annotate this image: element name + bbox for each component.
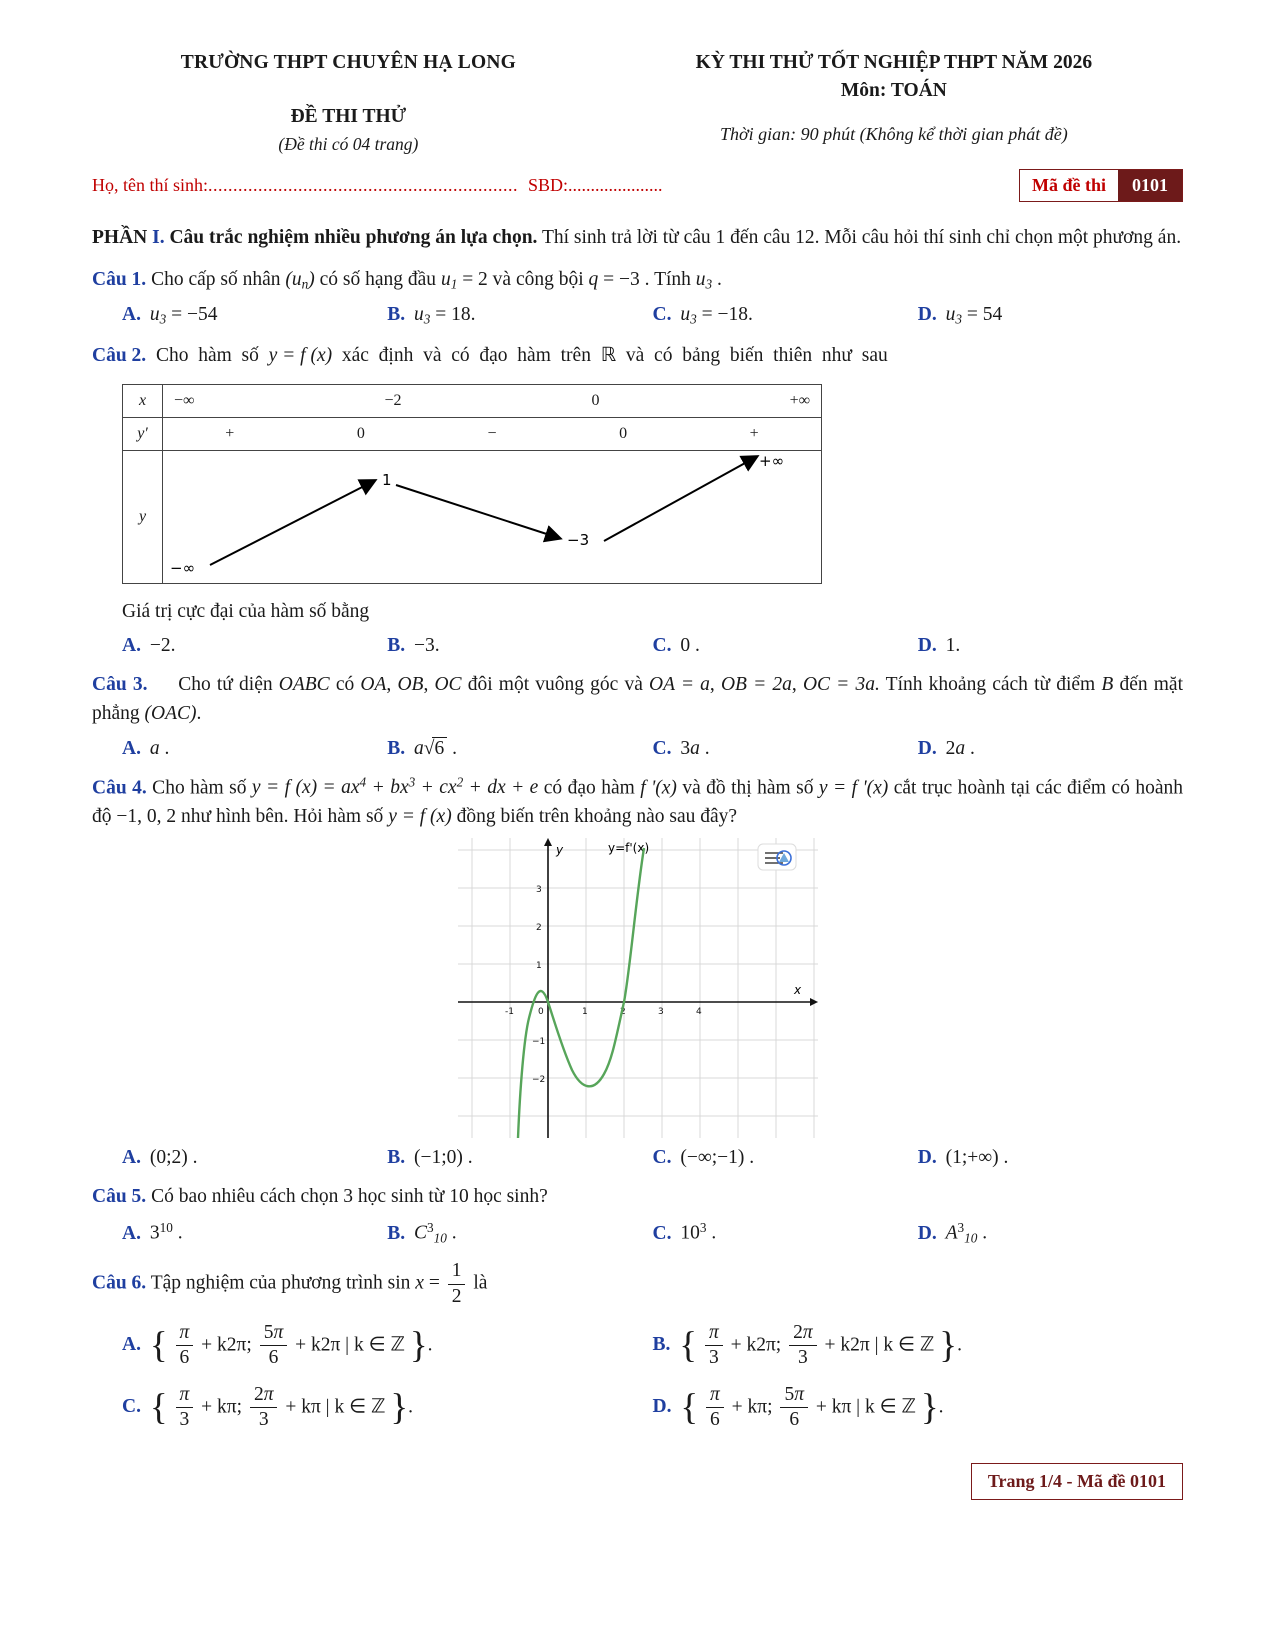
page-footer [92, 1463, 1183, 1500]
option-4-A[interactable]: A. (0;2) . [122, 1146, 198, 1168]
option-5-D[interactable]: D. $A^3_{10}$ . [917, 1219, 988, 1246]
question-5-options [92, 1220, 1183, 1246]
sbd-label[interactable]: SBD:..................... [528, 175, 663, 195]
option-2-C[interactable]: C. 0 . [652, 635, 700, 657]
exam-code-box [1019, 169, 1183, 202]
graph-tool-icon [758, 844, 796, 870]
svg-text:−1: −1 [531, 1036, 545, 1047]
option-5-C[interactable]: C. $10^3$ . [652, 1219, 717, 1244]
part1-title: Câu trắc nghiệm nhiều phương án lựa chọn. [169, 227, 538, 248]
question-4: Câu 4. Cho hàm số y = f $(x) = ax^4 + bx^3 + cx^2$ + dx + e có đạo hàm f '(x) và đồ thị hàm số y = f '(x) cắt trục hoành tại các điểm có hoành độ −1, 0, 2 như hình bên. Hỏi hàm số y = f (x) đồng biến trên khoảng nào sau đây? [92, 774, 1183, 828]
part1-heading [92, 224, 1183, 252]
variation-sign-values: + 0 − 0 + [163, 417, 822, 450]
question-6-options-row1 [92, 1321, 1183, 1371]
option-1-A[interactable]: A. $u_3 = -54$ [122, 303, 218, 327]
svg-text:0: 0 [537, 1006, 544, 1017]
option-3-B[interactable]: B. a√6 . [387, 737, 457, 759]
option-6-A[interactable]: A. { $\frac{\pi}{6}$ + k2π; $\frac{5\pi}{6}$ + k2π | k ∈ ℤ }. [122, 1322, 433, 1369]
question-3-number: Câu 3. [92, 674, 148, 696]
option-6-D[interactable]: D. { $\frac{\pi}{6}$ + kπ; $\frac{5\pi}{6}$ + kπ | k ∈ ℤ }. [652, 1383, 944, 1431]
svg-text:1: 1 [581, 1006, 588, 1017]
exam-code-value: 0101 [1118, 170, 1182, 201]
question-6-number: Câu 6. [92, 1272, 147, 1294]
svg-text:y: y [555, 842, 563, 857]
variation-label-yprime: y′ [123, 417, 163, 450]
option-4-C[interactable]: C. (−∞;−1) . [652, 1146, 755, 1168]
option-1-B[interactable]: B. $u_3 = 18$. [387, 303, 476, 327]
option-1-D[interactable]: D. $u_3 = 54$ [917, 303, 1003, 327]
question-1: Câu 1. Cho cấp số nhân $(u_n)$ có số hạng đầu $u_1 = 2$ và công bội q = −3 . Tính $u_3$ . [92, 269, 722, 292]
exam-code-label: Mã đề thi [1032, 175, 1106, 195]
question-5-number: Câu 5. [92, 1185, 147, 1207]
part1-desc: Thí sinh trả lời từ câu 1 đến câu 12. Mỗi câu hỏi thí sinh chỉ chọn một phương án. [541, 227, 1182, 248]
svg-text:−3: −3 [567, 530, 590, 549]
svg-text:2: 2 [535, 922, 542, 933]
option-5-A[interactable]: A. $3^{10}$ . [122, 1219, 183, 1244]
question-3: Câu 3. Cho tứ diện OABC có OA, OB, OC đôi một vuông góc và OA = a, OB = 2a, OC = 3a. Tính khoảng cách từ điểm B đến mặt phẳng (OAC). [92, 674, 1183, 725]
option-4-B[interactable]: B. (−1;0) . [387, 1146, 473, 1168]
svg-text:-1: -1 [504, 1006, 514, 1017]
graph-figure [92, 838, 1183, 1138]
question-2: Câu 2. Cho hàm số y = f (x) xác định và có đạo hàm trên ℝ và có bảng biến thiên như sau [92, 344, 888, 366]
header-right [605, 52, 1183, 145]
document-header [92, 52, 1183, 155]
variation-row-yprime [123, 417, 822, 450]
question-4-options [92, 1147, 1183, 1169]
pages-note: (Đề thi có 04 trang) [278, 134, 419, 154]
question-2-subtext: Giá trị cực đại của hàm số bằng [122, 600, 370, 622]
question-3-options [92, 738, 1183, 760]
part1-prefix: PHẦN I. [92, 227, 165, 248]
student-id-line [92, 169, 1183, 202]
subject-name: Môn: TOÁN [840, 80, 947, 101]
student-name-dots[interactable]: .............................................................. [208, 175, 518, 195]
question-5-text: Có bao nhiêu cách chọn 3 học sinh từ 10 học sinh? [151, 1185, 548, 1207]
option-3-A[interactable]: A. a . [122, 737, 170, 759]
option-2-B[interactable]: B. −3. [387, 635, 440, 657]
option-2-A[interactable]: A. −2. [122, 635, 176, 657]
svg-text:−∞: −∞ [170, 558, 196, 577]
variation-arrows [164, 453, 820, 581]
variation-arrows-cell [163, 450, 822, 583]
time-note: Thời gian: 90 phút (Không kể thời gian phát đề) [720, 124, 1068, 144]
svg-text:x: x [793, 982, 801, 997]
variation-table-wrap [122, 384, 1183, 584]
option-6-B[interactable]: B. { $\frac{\pi}{3}$ + k2π; $\frac{2\pi}{3}$ + k2π | k ∈ ℤ }. [652, 1322, 962, 1369]
variation-label-x: x [123, 384, 163, 417]
svg-text:3: 3 [535, 884, 542, 895]
option-1-C[interactable]: C. $u_3 = -18$. [652, 303, 753, 327]
variation-row-x [123, 384, 822, 417]
student-name-label: Họ, tên thí sinh: [92, 175, 208, 195]
option-5-B[interactable]: B. $C^3_{10}$ . [387, 1219, 457, 1246]
header-left [92, 52, 605, 155]
svg-text:1: 1 [382, 470, 392, 489]
page-number-box: Trang 1/4 - Mã đề 0101 [971, 1463, 1183, 1500]
question-2-number: Câu 2. [92, 344, 147, 366]
derivative-graph [458, 838, 818, 1138]
option-6-C[interactable]: C. { $\frac{\pi}{3}$ + kπ; $\frac{2\pi}{3}$ + kπ | k ∈ ℤ }. [122, 1383, 414, 1431]
variation-x-values: −∞ −2 0 +∞ [163, 384, 822, 417]
question-1-options [92, 304, 1183, 328]
svg-text:−2: −2 [531, 1074, 545, 1085]
exam-title: KỲ THI THỬ TỐT NGHIỆP THPT NĂM 2026 [695, 52, 1093, 73]
option-2-D[interactable]: D. 1. [917, 635, 961, 657]
option-3-C[interactable]: C. 3a . [652, 737, 710, 759]
svg-text:y=f'(x): y=f'(x) [607, 840, 649, 855]
question-4-number: Câu 4. [92, 777, 147, 799]
variation-label-y: y [123, 450, 163, 583]
option-4-D[interactable]: D. (1;+∞) . [917, 1146, 1009, 1168]
exam-type: ĐỀ THI THỬ [290, 106, 407, 127]
question-5 [92, 1182, 1183, 1211]
svg-text:2: 2 [619, 1006, 626, 1017]
variation-table [122, 384, 822, 584]
question-6: Câu 6. Tập nghiệm của phương trình sin x = $\frac{1}{2}$ là [92, 1260, 488, 1307]
svg-text:1: 1 [535, 960, 542, 971]
question-1-number: Câu 1. [92, 269, 147, 291]
svg-text:4: 4 [695, 1006, 702, 1017]
question-2-options [92, 635, 1183, 657]
svg-text:3: 3 [657, 1006, 664, 1017]
question-6-options-row2 [92, 1383, 1183, 1433]
variation-row-y [123, 450, 822, 583]
school-name: TRƯỜNG THPT CHUYÊN HẠ LONG [180, 52, 517, 73]
svg-text:+∞: +∞ [759, 452, 785, 471]
option-3-D[interactable]: D. 2a . [917, 737, 975, 759]
